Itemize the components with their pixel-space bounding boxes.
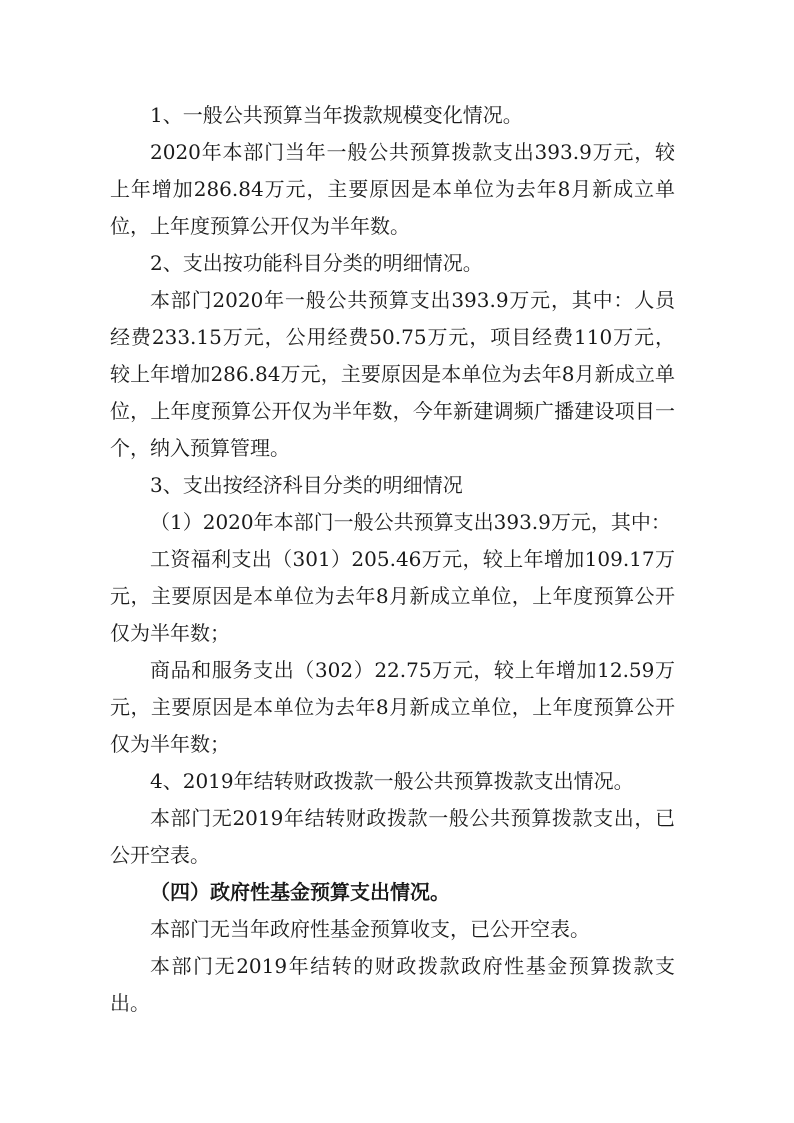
paragraph-government-fund-current: 本部门无当年政府性基金预算收支，已公开空表。 [150, 917, 590, 941]
paragraph-heading-carryover-2019: 4、2019年结转财政拨款一般公共预算拨款支出情况。 [150, 769, 634, 793]
paragraph-economic-classification-intro: （1）2020年本部门一般公共预算支出393.9万元，其中： [150, 510, 671, 534]
paragraph-heading-general-budget-scale: 1、一般公共预算当年拨款规模变化情况。 [150, 103, 523, 127]
document-body [110, 97, 675, 1022]
paragraph-goods-services: 商品和服务支出（302）22.75万元，较上年增加12.59万元，主要原因是本单位为去年8月新成立单位，上年度预算公开仅为半年数； [110, 658, 675, 756]
paragraph-functional-classification: 本部门2020年一般公共预算支出393.9万元，其中：人员经费233.15万元，公用经费50.75万元，项目经费110万元，较上年增加286.84万元，主要原因是本单位为去年8月新成立单位，上年度预算公开仅为半年数，今年新建调频广播建设项目一个，纳入预算管理。 [110, 288, 675, 460]
paragraph-general-budget-scale: 2020年本部门当年一般公共预算拨款支出393.9万元，较上年增加286.84万元，主要原因是本单位为去年8月新成立单位，上年度预算公开仅为半年数。 [110, 140, 675, 238]
paragraph-heading-functional-classification: 2、支出按功能科目分类的明细情况。 [150, 251, 483, 275]
paragraph-carryover-2019: 本部门无2019年结转财政拨款一般公共预算拨款支出，已公开空表。 [110, 806, 675, 867]
section-heading-government-fund: （四）政府性基金预算支出情况。 [150, 880, 450, 904]
paragraph-wages-welfare: 工资福利支出（301）205.46万元，较上年增加109.17万元，主要原因是本单位为去年8月新成立单位，上年度预算公开仅为半年数； [110, 547, 675, 645]
paragraph-heading-economic-classification: 3、支出按经济科目分类的明细情况 [150, 473, 463, 497]
paragraph-government-fund-carryover: 本部门无2019年结转的财政拨款政府性基金预算拨款支出。 [110, 954, 675, 1015]
